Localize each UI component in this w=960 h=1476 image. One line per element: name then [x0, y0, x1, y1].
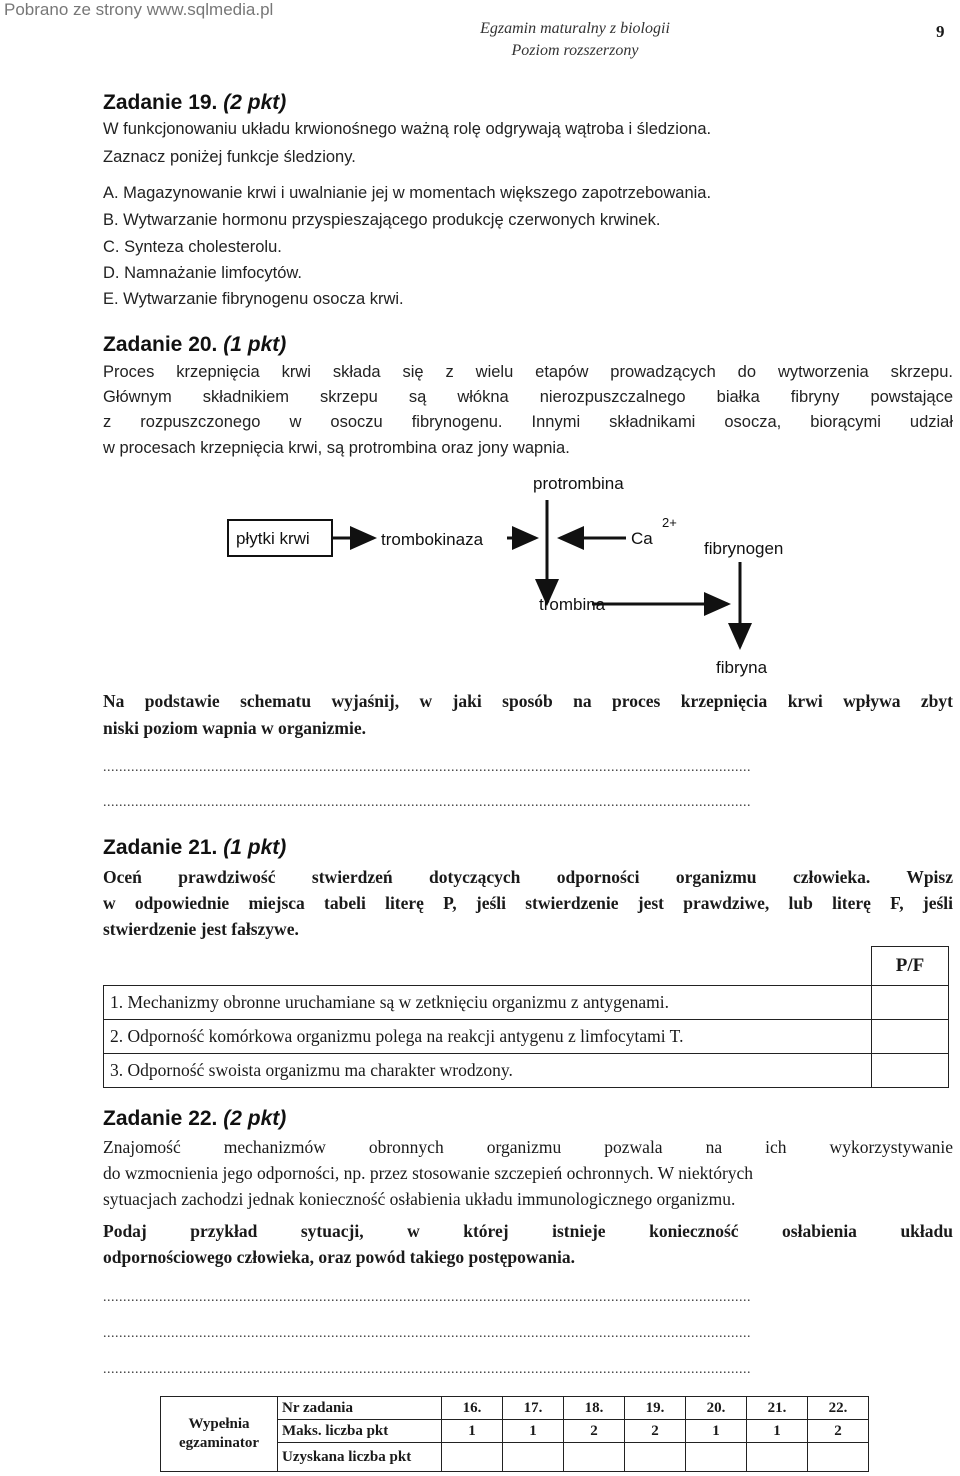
- header-level: Poziom rozszerzony: [511, 42, 639, 59]
- task-20-text-2: Głównym składnikiem skrzepu są włókna nierozpuszczalnego białka fibryny powstające: [103, 388, 953, 406]
- label-fibryna: fibryna: [716, 658, 768, 677]
- label-plytki-krwi: płytki krwi: [236, 529, 310, 548]
- answer-cell-1[interactable]: [872, 986, 949, 1020]
- score-obtained-cell[interactable]: [808, 1443, 869, 1472]
- table-header-blank: [104, 947, 872, 986]
- score-task-number: 22.: [808, 1397, 869, 1420]
- answer-cell-3[interactable]: [872, 1054, 949, 1088]
- label-protrombina: protrombina: [533, 474, 624, 493]
- task-19-option-d[interactable]: D. Namnażanie limfocytów.: [103, 264, 302, 282]
- task-19-option-a[interactable]: A. Magazynowanie krwi i uwalnianie jej w momentach większego zapotrzebowania.: [103, 184, 712, 202]
- task-19-intro: W funkcjonowaniu układu krwionośnego ważną rolę odgrywają wątroba i śledziona.: [103, 120, 712, 138]
- task-20-title: Zadanie 20. (1 pkt): [103, 333, 287, 356]
- score-obtained-cell[interactable]: [625, 1443, 686, 1472]
- task-22-text-2: do wzmocnienia jego odporności, np. przez stosowanie szczepień ochronnych. W niektórych: [103, 1163, 754, 1183]
- task-19-option-e[interactable]: E. Wytwarzanie fibrynogenu osocza krwi.: [103, 290, 404, 308]
- table-header-pf: P/F: [872, 947, 949, 986]
- score-max-points: 2: [564, 1420, 625, 1443]
- statement-1: 1. Mechanizmy obronne uruchamiane są w zetknięciu organizmu z antygenami.: [104, 986, 872, 1020]
- task-21-title: Zadanie 21. (1 pkt): [103, 836, 287, 859]
- answer-line-22-1[interactable]: ..................................................................................................................................................................: [103, 1290, 751, 1305]
- score-row-obtained-label: Uzyskana liczba pkt: [278, 1443, 442, 1472]
- score-obtained-cell[interactable]: [503, 1443, 564, 1472]
- answer-line-20-1[interactable]: ..................................................................................................................................................................: [103, 760, 751, 775]
- task-22-text-1: Znajomość mechanizmów obronnych organizmu pozwala na ich wykorzystywanie: [103, 1137, 953, 1157]
- task-20-text-4: w procesach krzepnięcia krwi, są protrombina oraz jony wapnia.: [103, 439, 570, 457]
- score-row-max-label: Maks. liczba pkt: [278, 1420, 442, 1443]
- task-22-text-3: sytuacjach zachodzi jednak konieczność osłabienia układu immunologicznego organizmu.: [103, 1189, 736, 1209]
- score-max-points: 2: [808, 1420, 869, 1443]
- score-task-number: 18.: [564, 1397, 625, 1420]
- task-21-command-2: w odpowiednie miejsca tabeli literę P, jeśli stwierdzenie jest prawdziwe, lub literę F, jeśli: [103, 893, 953, 913]
- task-20-question-1: Na podstawie schematu wyjaśnij, w jaki sposób na proces krzepnięcia krwi wpływa zbyt: [103, 691, 953, 711]
- score-obtained-cell[interactable]: [442, 1443, 503, 1472]
- task-21-command-3: stwierdzenie jest fałszywe.: [103, 919, 299, 939]
- score-obtained-cell[interactable]: [564, 1443, 625, 1472]
- statement-2: 2. Odporność komórkowa organizmu polega na reakcji antygenu z limfocytami T.: [104, 1020, 872, 1054]
- statement-3: 3. Odporność swoista organizmu ma charakter wrodzony.: [104, 1054, 872, 1088]
- table-row: [104, 1020, 949, 1054]
- score-obtained-cell[interactable]: [686, 1443, 747, 1472]
- score-max-points: 1: [442, 1420, 503, 1443]
- task-22-title: Zadanie 22. (2 pkt): [103, 1107, 287, 1130]
- task-19-option-c[interactable]: C. Synteza cholesterolu.: [103, 238, 282, 256]
- answer-line-22-3[interactable]: ..................................................................................................................................................................: [103, 1362, 751, 1377]
- score-task-number: 20.: [686, 1397, 747, 1420]
- answer-line-20-2[interactable]: ..................................................................................................................................................................: [103, 795, 751, 810]
- score-max-points: 1: [747, 1420, 808, 1443]
- score-row-task-label: Nr zadania: [278, 1397, 442, 1420]
- label-trombina: trombina: [539, 595, 606, 614]
- label-fibrynogen: fibrynogen: [704, 539, 784, 558]
- page-number: 9: [936, 22, 945, 41]
- label-ca-charge: 2+: [662, 515, 677, 530]
- task-20-text-1: Proces krzepnięcia krwi składa się z wielu etapów prowadzących do wytworzenia skrzepu.: [103, 363, 953, 381]
- label-ca: Ca: [631, 529, 653, 548]
- score-task-number: 17.: [503, 1397, 564, 1420]
- task-22-question-2: odpornościowego człowieka, oraz powód takiego postępowania.: [103, 1247, 576, 1267]
- answer-cell-2[interactable]: [872, 1020, 949, 1054]
- table-row: [104, 986, 949, 1020]
- score-task-number: 19.: [625, 1397, 686, 1420]
- table-row: [104, 1054, 949, 1088]
- coagulation-diagram: [0, 465, 960, 685]
- score-task-number: 21.: [747, 1397, 808, 1420]
- label-trombokinaza: trombokinaza: [381, 530, 484, 549]
- score-max-points: 1: [686, 1420, 747, 1443]
- task-19-option-b[interactable]: B. Wytwarzanie hormonu przyspieszającego produkcję czerwonych krwinek.: [103, 211, 661, 229]
- task-19-command: Zaznacz poniżej funkcje śledziony.: [103, 148, 356, 166]
- watermark: Pobrano ze strony www.sqlmedia.pl: [4, 0, 274, 19]
- score-side-label: Wypełnia egzaminator: [161, 1397, 278, 1472]
- score-table: [160, 1396, 869, 1472]
- true-false-table: [103, 946, 949, 1088]
- task-19-title: Zadanie 19. (2 pkt): [103, 91, 287, 114]
- answer-line-22-2[interactable]: ..................................................................................................................................................................: [103, 1326, 751, 1341]
- score-obtained-cell[interactable]: [747, 1443, 808, 1472]
- task-20-question-2: niski poziom wapnia w organizmie.: [103, 718, 367, 738]
- task-20-text-3: z rozpuszczonego w osoczu fibrynogenu. Innymi składnikami osocza, biorącymi udział: [103, 413, 953, 431]
- task-21-command-1: Oceń prawdziwość stwierdzeń dotyczących odporności organizmu człowieka. Wpisz: [103, 867, 953, 887]
- task-22-question-1: Podaj przykład sytuacji, w której istnieje konieczność osłabienia układu: [103, 1221, 953, 1241]
- score-max-points: 2: [625, 1420, 686, 1443]
- header-exam-title: Egzamin maturalny z biologii: [480, 20, 670, 37]
- score-max-points: 1: [503, 1420, 564, 1443]
- score-task-number: 16.: [442, 1397, 503, 1420]
